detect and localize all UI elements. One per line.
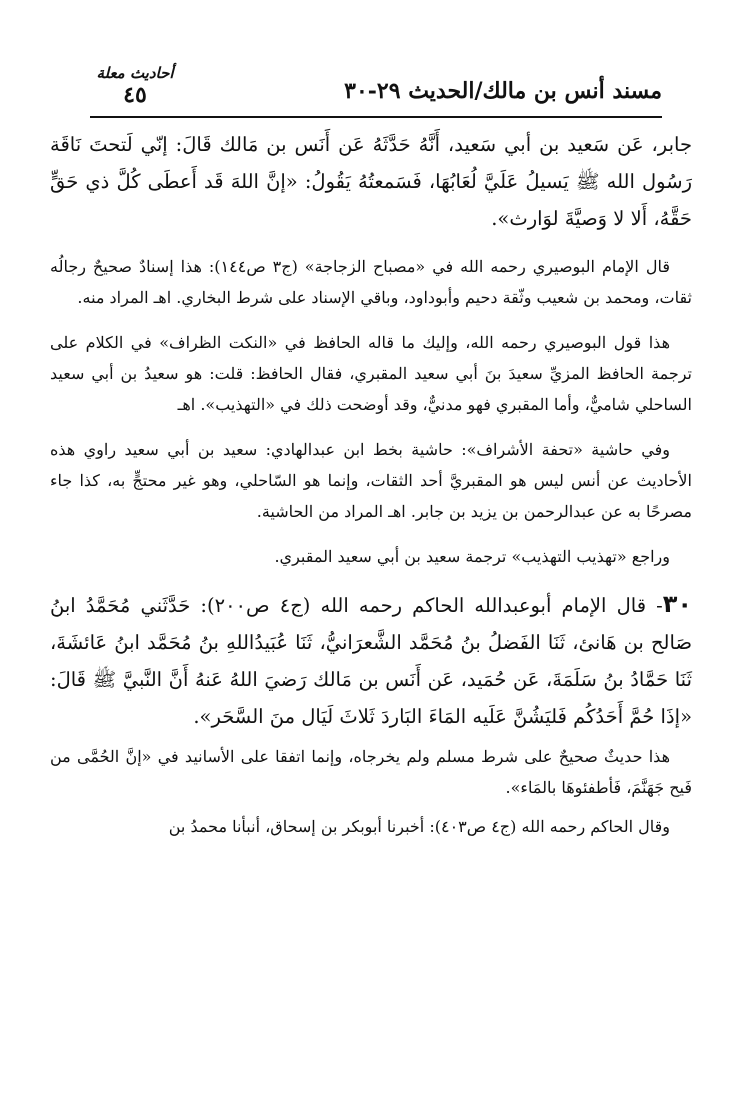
hadith-number: ٣٠ [662, 590, 693, 618]
page-number: ٤٥ [123, 82, 147, 108]
hadith-text [50, 586, 692, 735]
handwritten-note: أحاديث معلة [96, 64, 174, 82]
header-corner [80, 64, 190, 114]
running-title: مسند أنس بن مالك/الحديث ٢٩-٣٠ [344, 78, 662, 104]
hadith-text: جابر، عَن سَعيد بن أبي سَعيد، أَنَّهُ حَدَّثَهُ عَن أَنَس بن مَالك قَالَ: إنّي لَتحتَ نَاقَة رَسُول الله ﷺ يَسيلُ عَلَيَّ لُعَابُهَا، فَسَمعتُهُ يَقُولُ: «إنَّ اللهَ قَد أَعطَى كُلَّ ذي حَقٍّ حَقَّهُ، أَلا لا وَصيَّةَ لوَارث». [50, 133, 692, 230]
page-header [90, 64, 662, 118]
hadith-body: - قال الإمام أبوعبدالله الحاكم رحمه الله (ج٤ ص٢٠٠): حَدَّثَني مُحَمَّدُ ابنُ صَالح بن هَانئ، ثَنَا الفَضلُ بنُ مُحَمَّد الشَّعرَانيُّ، ثَنَا عُبَيدُاللهِ بنُ مُحَمَّد ابنُ عَائشَةَ، ثَنَا حَمَّادُ بنُ سَلَمَةَ، عَن حُمَيد، عَن أَنَس بن مَالك رَضيَ اللهُ عَنهُ أَنَّ النَّبيَّ ﷺ قَالَ: «إذَا حُمَّ أَحَدُكُم فَليَشُنَّ عَلَيه المَاءَ البَاردَ ثَلاثَ لَيَال منَ السَّحَر». [50, 594, 692, 728]
commentary-paragraph: قال الإمام البوصيري رحمه الله في «مصباح الزجاجة» (ج٣ ص١٤٤): هذا إسنادٌ صحيحٌ رجالُه ثقات، ومحمد بن شعيب وثّقة دحيم وأبوداود، وباقي الإسناد على شرط البخاري. اهـ المراد منه. [50, 257, 692, 307]
commentary-paragraph: هذا قول البوصيري رحمه الله، وإليك ما قاله الحافظ في «النكت الظراف» في الكلام على ترجمة الحافظ المزيِّ سعيدَ بنَ أبي سعيد المقبري، فقال الحافظ: قلت: هو سعيدُ بن أبي سعيد الساحلي شاميٌّ، وأما المقبري فهو مدنيٌّ، وقد أوضحت ذلك في «التهذيب». اهـ [50, 333, 692, 414]
commentary-paragraph: وقال الحاكم رحمه الله (ج٤ ص٤٠٣): أخبرنا أبوبكر بن إسحاق، أنبأنا محمدُ بن [168, 817, 670, 836]
commentary-paragraph: هذا حديثٌ صحيحٌ على شرط مسلم ولم يخرجاه، وإنما اتفقا على الأسانيد في «إنَّ الحُمَّى من فَيح جَهَنَّمَ، فَأطفئوهَا بالمَاء». [50, 747, 692, 797]
reference-note: وراجع «تهذيب التهذيب» ترجمة سعيد بن أبي سعيد المقبري. [274, 547, 670, 566]
page-body [50, 126, 692, 852]
commentary-paragraph: وفي حاشية «تحفة الأشراف»: حاشية بخط ابن عبدالهادي: سعيد بن أبي سعيد راوي هذه الأحاديث عن أنس ليس هو المقبريَّ أحد الثقات، وإنما هو السّاحلي، وهو غير محتجٍّ به، كذا جاء مصرحًا به عن عبدالرحمن بن يزيد بن جابر. اهـ المراد من الحاشية. [50, 440, 692, 521]
header-rule [90, 116, 662, 118]
